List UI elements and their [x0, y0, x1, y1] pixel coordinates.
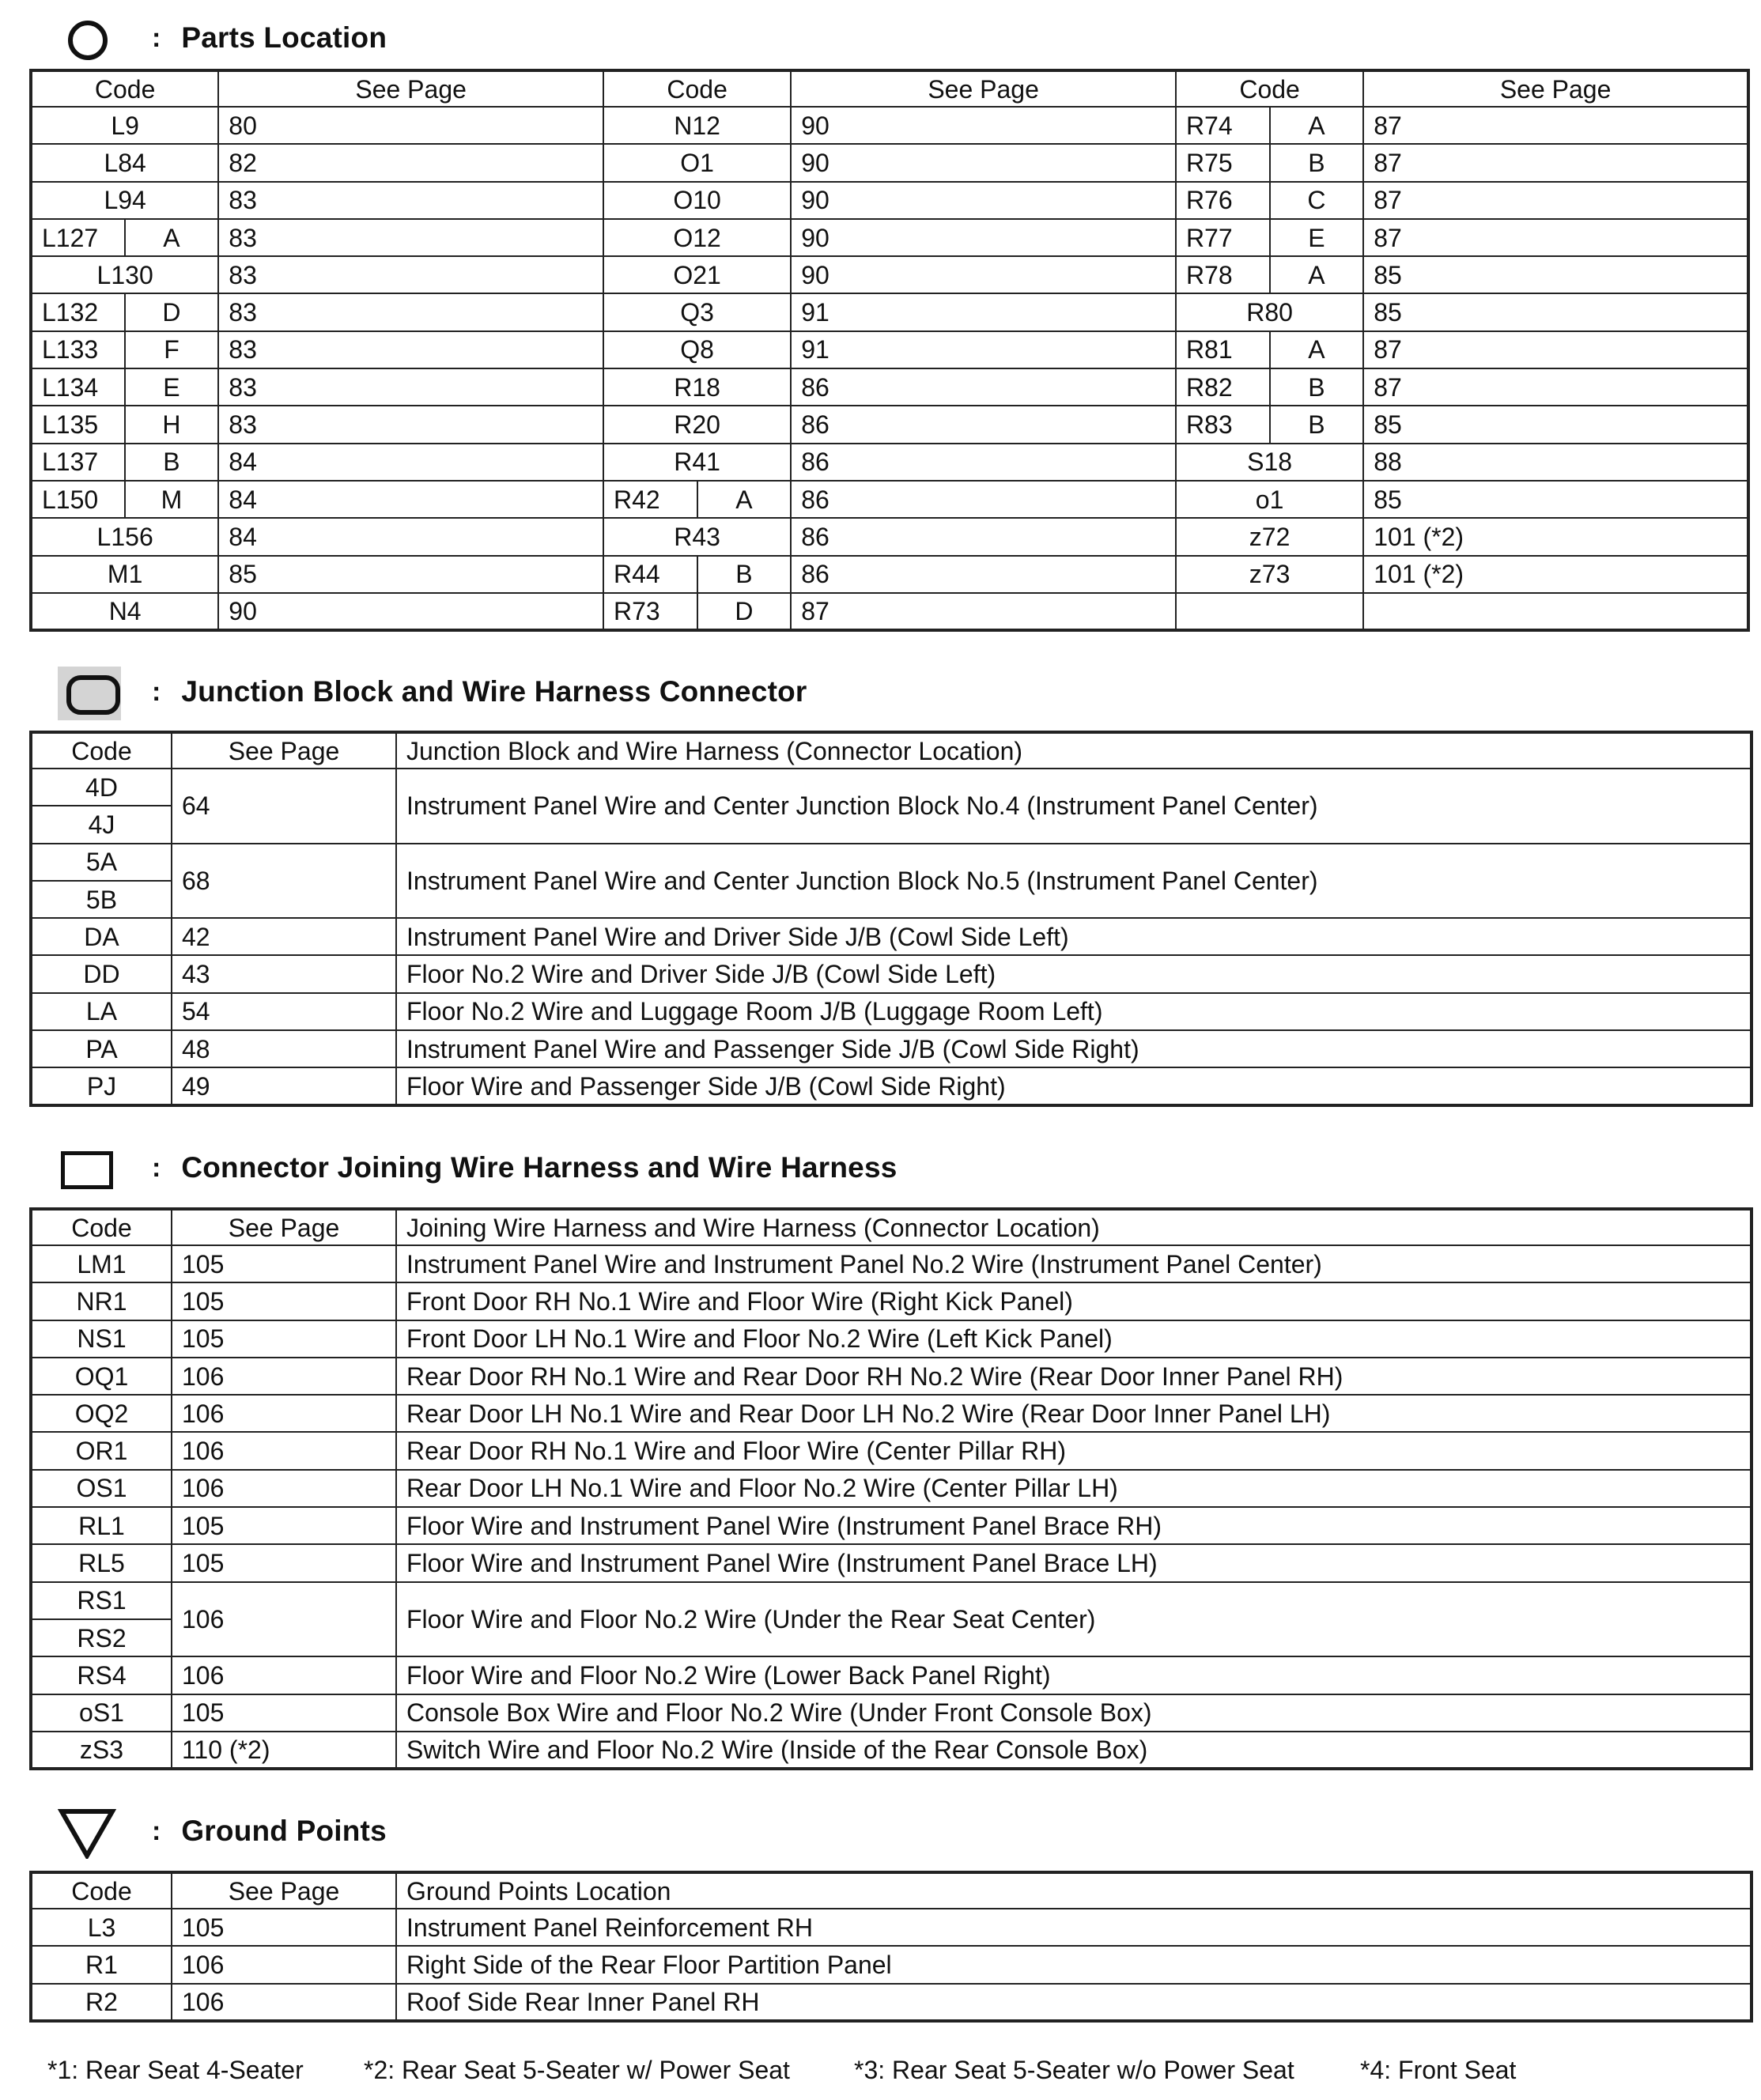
see-page-cell: 86 [791, 481, 1176, 518]
location-cell: Rear Door LH No.1 Wire and Floor No.2 Wire (Center Pillar LH) [396, 1470, 1752, 1507]
code-letter-cell: M [125, 481, 219, 518]
see-page-cell: 85 [1363, 406, 1748, 443]
code-cell: Q8 [603, 331, 791, 368]
column-header-see-page: See Page [791, 70, 1176, 107]
table-row [31, 1432, 1752, 1469]
see-page-cell: 86 [791, 518, 1176, 555]
code-cell: RL1 [31, 1507, 172, 1544]
table-row [31, 918, 1752, 955]
table-header-row [31, 1872, 1752, 1909]
code-letter-cell: B [125, 444, 219, 481]
location-cell: Floor Wire and Passenger Side J/B (Cowl Side Right) [396, 1067, 1752, 1105]
table-row [31, 1582, 1752, 1619]
footnote: *2: Rear Seat 5-Seater w/ Power Seat [364, 2056, 790, 2084]
code-cell: 4D [31, 769, 172, 806]
see-page-cell: 84 [218, 444, 603, 481]
code-cell: L127 [31, 219, 125, 256]
see-page-cell: 85 [1363, 481, 1748, 518]
see-page-cell: 87 [1363, 182, 1748, 219]
location-cell: Floor Wire and Floor No.2 Wire (Under the Rear Seat Center) [396, 1582, 1752, 1657]
rounded-rect-icon [32, 664, 119, 720]
see-page-cell: 90 [791, 219, 1176, 256]
table-row [31, 556, 1748, 593]
code-cell: NR1 [31, 1282, 172, 1320]
see-page-cell: 83 [218, 406, 603, 443]
code-cell: R82 [1176, 368, 1270, 406]
see-page-cell: 84 [218, 481, 603, 518]
table-header-row [31, 70, 1748, 107]
see-page-cell: 43 [172, 955, 396, 992]
code-cell: NS1 [31, 1320, 172, 1358]
location-cell: Roof Side Rear Inner Panel RH [396, 1984, 1752, 2021]
see-page-cell: 87 [1363, 144, 1748, 181]
table-row [31, 1946, 1752, 1983]
see-page-cell: 87 [1363, 368, 1748, 406]
code-cell: LA [31, 993, 172, 1030]
see-page-cell: 87 [1363, 219, 1748, 256]
code-letter-cell: B [1270, 144, 1364, 181]
code-cell: OR1 [31, 1432, 172, 1469]
code-cell: R81 [1176, 331, 1270, 368]
code-letter-cell: B [1270, 406, 1364, 443]
see-page-cell: 106 [172, 1984, 396, 2021]
see-page-cell: 87 [791, 593, 1176, 630]
code-cell: OQ1 [31, 1358, 172, 1395]
code-cell: zS3 [31, 1732, 172, 1769]
table-row [31, 1395, 1752, 1432]
table-row [31, 444, 1748, 481]
code-letter-cell: E [1270, 219, 1364, 256]
table-row [31, 1984, 1752, 2021]
location-cell: Instrument Panel Wire and Instrument Panel No.2 Wire (Instrument Panel Center) [396, 1245, 1752, 1282]
code-cell: R80 [1176, 293, 1363, 330]
code-cell: R83 [1176, 406, 1270, 443]
see-page-cell: 90 [791, 256, 1176, 293]
code-cell: RS4 [31, 1656, 172, 1694]
location-cell: Rear Door RH No.1 Wire and Floor Wire (Center Pillar RH) [396, 1432, 1752, 1469]
see-page-cell: 105 [172, 1282, 396, 1320]
location-cell: Floor Wire and Instrument Panel Wire (Instrument Panel Brace LH) [396, 1544, 1752, 1581]
see-page-cell: 83 [218, 331, 603, 368]
see-page-cell: 68 [172, 844, 396, 919]
column-header-see-page: See Page [1363, 70, 1748, 107]
see-page-cell: 101 (*2) [1363, 518, 1748, 555]
see-page-cell: 106 [172, 1582, 396, 1657]
code-cell: O1 [603, 144, 791, 181]
see-page-cell: 105 [172, 1320, 396, 1358]
table-row [31, 1320, 1752, 1358]
code-cell: R76 [1176, 182, 1270, 219]
colon: : [152, 1815, 161, 1846]
column-header-location: Junction Block and Wire Harness (Connector Location) [396, 732, 1752, 769]
column-header-code: Code [31, 1209, 172, 1245]
code-cell: N4 [31, 593, 218, 630]
code-cell: PA [31, 1030, 172, 1067]
table-row [31, 144, 1748, 181]
code-cell: R43 [603, 518, 791, 555]
see-page-cell: 83 [218, 368, 603, 406]
code-cell: N12 [603, 107, 791, 144]
column-header-see-page: See Page [172, 1872, 396, 1909]
code-cell: 5B [31, 881, 172, 918]
code-cell: RS1 [31, 1582, 172, 1619]
see-page-cell: 54 [172, 993, 396, 1030]
location-cell: Floor Wire and Floor No.2 Wire (Lower Back Panel Right) [396, 1656, 1752, 1694]
see-page-cell: 106 [172, 1656, 396, 1694]
see-page-cell: 106 [172, 1946, 396, 1983]
see-page-cell: 83 [218, 219, 603, 256]
code-letter-cell: F [125, 331, 219, 368]
table-header-row [31, 1209, 1752, 1245]
joining-connector-header [32, 1140, 898, 1195]
code-cell: PJ [31, 1067, 172, 1105]
see-page-cell: 86 [791, 406, 1176, 443]
location-cell: Console Box Wire and Floor No.2 Wire (Under Front Console Box) [396, 1694, 1752, 1732]
see-page-cell: 105 [172, 1909, 396, 1946]
code-cell: L3 [31, 1909, 172, 1946]
see-page-cell: 105 [172, 1507, 396, 1544]
see-page-cell: 106 [172, 1395, 396, 1432]
code-cell: 4J [31, 806, 172, 843]
code-cell: O10 [603, 182, 791, 219]
see-page-cell: 105 [172, 1245, 396, 1282]
code-letter-cell: B [1270, 368, 1364, 406]
table-row [31, 368, 1748, 406]
see-page-cell: 64 [172, 769, 396, 844]
code-cell: DA [31, 918, 172, 955]
see-page-cell: 91 [791, 293, 1176, 330]
section-title: Ground Points [181, 1815, 387, 1847]
code-cell: L94 [31, 182, 218, 219]
code-cell: R75 [1176, 144, 1270, 181]
code-cell: O21 [603, 256, 791, 293]
code-cell: OQ2 [31, 1395, 172, 1432]
code-cell: RL5 [31, 1544, 172, 1581]
see-page-cell: 90 [218, 593, 603, 630]
code-cell: L9 [31, 107, 218, 144]
location-cell: Rear Door LH No.1 Wire and Rear Door LH No.2 Wire (Rear Door Inner Panel LH) [396, 1395, 1752, 1432]
table-row [31, 1544, 1752, 1581]
code-cell: LM1 [31, 1245, 172, 1282]
table-row [31, 1030, 1752, 1067]
table-row [31, 1470, 1752, 1507]
see-page-cell: 86 [791, 444, 1176, 481]
code-cell: L137 [31, 444, 125, 481]
location-cell: Switch Wire and Floor No.2 Wire (Inside of the Rear Console Box) [396, 1732, 1752, 1769]
parts-location-table [29, 69, 1750, 632]
table-row [31, 331, 1748, 368]
parts-location-header [32, 10, 387, 66]
code-letter-cell: A [1270, 107, 1364, 144]
code-cell: L156 [31, 518, 218, 555]
see-page-cell: 90 [791, 182, 1176, 219]
see-page-cell: 110 (*2) [172, 1732, 396, 1769]
code-cell: L130 [31, 256, 218, 293]
code-cell: z72 [1176, 518, 1363, 555]
code-letter-cell: D [125, 293, 219, 330]
see-page-cell: 83 [218, 256, 603, 293]
code-cell: L133 [31, 331, 125, 368]
code-cell: R44 [603, 556, 697, 593]
code-cell: R1 [31, 1946, 172, 1983]
code-cell: R73 [603, 593, 697, 630]
location-cell: Instrument Panel Wire and Center Junction Block No.5 (Instrument Panel Center) [396, 844, 1752, 919]
circle-icon [32, 10, 119, 66]
code-cell: z73 [1176, 556, 1363, 593]
table-row [31, 1694, 1752, 1732]
see-page-cell: 105 [172, 1544, 396, 1581]
code-cell: R2 [31, 1984, 172, 2021]
see-page-cell: 91 [791, 331, 1176, 368]
code-letter-cell: A [1270, 256, 1364, 293]
table-row [31, 1732, 1752, 1769]
code-cell: L84 [31, 144, 218, 181]
code-letter-cell: H [125, 406, 219, 443]
code-cell: R78 [1176, 256, 1270, 293]
table-row [31, 107, 1748, 144]
colon: : [152, 22, 161, 53]
location-cell: Rear Door RH No.1 Wire and Rear Door RH No.2 Wire (Rear Door Inner Panel RH) [396, 1358, 1752, 1395]
see-page-cell: 105 [172, 1694, 396, 1732]
table-row [31, 1358, 1752, 1395]
table-row [31, 593, 1748, 630]
location-cell: Floor Wire and Instrument Panel Wire (Instrument Panel Brace RH) [396, 1507, 1752, 1544]
table-row [31, 1245, 1752, 1282]
code-cell: Q3 [603, 293, 791, 330]
location-cell: Floor No.2 Wire and Driver Side J/B (Cowl Side Left) [396, 955, 1752, 992]
footnote: *3: Rear Seat 5-Seater w/o Power Seat [854, 2056, 1294, 2084]
column-header-code: Code [31, 70, 218, 107]
code-cell: L132 [31, 293, 125, 330]
column-header-location: Joining Wire Harness and Wire Harness (Connector Location) [396, 1209, 1752, 1245]
column-header-code: Code [31, 732, 172, 769]
location-cell: Right Side of the Rear Floor Partition Panel [396, 1946, 1752, 1983]
see-page-cell: 49 [172, 1067, 396, 1105]
code-cell: RS2 [31, 1619, 172, 1656]
code-cell: R74 [1176, 107, 1270, 144]
code-cell: L150 [31, 481, 125, 518]
see-page-cell: 106 [172, 1470, 396, 1507]
see-page-cell: 86 [791, 368, 1176, 406]
table-row [31, 256, 1748, 293]
location-cell: Instrument Panel Wire and Driver Side J/B (Cowl Side Left) [396, 918, 1752, 955]
footnote: *4: Front Seat [1360, 2056, 1517, 2084]
see-page-cell: 83 [218, 293, 603, 330]
table-row [31, 518, 1748, 555]
ground-points-header [32, 1804, 387, 1859]
location-cell: Instrument Panel Reinforcement RH [396, 1909, 1752, 1946]
colon: : [152, 1152, 161, 1183]
code-cell: R20 [603, 406, 791, 443]
code-cell: R18 [603, 368, 791, 406]
see-page-cell: 88 [1363, 444, 1748, 481]
section-title: Connector Joining Wire Harness and Wire Harness [181, 1151, 898, 1184]
see-page-cell [1363, 593, 1748, 630]
location-cell: Instrument Panel Wire and Passenger Side J/B (Cowl Side Right) [396, 1030, 1752, 1067]
see-page-cell: 42 [172, 918, 396, 955]
location-cell: Floor No.2 Wire and Luggage Room J/B (Luggage Room Left) [396, 993, 1752, 1030]
junction-block-header [32, 664, 807, 720]
code-letter-cell: A [125, 219, 219, 256]
section-title: Junction Block and Wire Harness Connector [181, 675, 807, 708]
code-letter-cell: C [1270, 182, 1364, 219]
code-cell: o1 [1176, 481, 1363, 518]
see-page-cell: 48 [172, 1030, 396, 1067]
code-cell: L135 [31, 406, 125, 443]
see-page-cell: 83 [218, 182, 603, 219]
code-cell: 5A [31, 844, 172, 881]
see-page-cell: 90 [791, 107, 1176, 144]
see-page-cell: 106 [172, 1358, 396, 1395]
code-letter-cell: E [125, 368, 219, 406]
see-page-cell: 82 [218, 144, 603, 181]
table-row [31, 993, 1752, 1030]
column-header-location: Ground Points Location [396, 1872, 1752, 1909]
table-row [31, 1067, 1752, 1105]
table-header-row [31, 732, 1752, 769]
footnotes [47, 2056, 1516, 2085]
code-cell: DD [31, 955, 172, 992]
column-header-code: Code [31, 1872, 172, 1909]
rect-icon [32, 1140, 119, 1195]
table-row [31, 406, 1748, 443]
table-row [31, 1507, 1752, 1544]
column-header-code: Code [603, 70, 791, 107]
code-cell: M1 [31, 556, 218, 593]
code-cell [1176, 593, 1363, 630]
code-letter-cell: D [697, 593, 792, 630]
location-cell: Instrument Panel Wire and Center Junction Block No.4 (Instrument Panel Center) [396, 769, 1752, 844]
table-row [31, 293, 1748, 330]
joining-connector-table [29, 1207, 1753, 1770]
see-page-cell: 87 [1363, 107, 1748, 144]
table-row [31, 1909, 1752, 1946]
footnote: *1: Rear Seat 4-Seater [47, 2056, 304, 2084]
see-page-cell: 85 [1363, 293, 1748, 330]
see-page-cell: 90 [791, 144, 1176, 181]
code-letter-cell: A [1270, 331, 1364, 368]
junction-block-table [29, 731, 1753, 1107]
code-letter-cell: B [697, 556, 792, 593]
table-row [31, 769, 1752, 806]
code-cell: O12 [603, 219, 791, 256]
code-cell: L134 [31, 368, 125, 406]
ground-points-table [29, 1871, 1753, 2023]
code-letter-cell: A [697, 481, 792, 518]
section-title: Parts Location [181, 21, 387, 54]
table-row [31, 955, 1752, 992]
table-row [31, 182, 1748, 219]
see-page-cell: 84 [218, 518, 603, 555]
code-cell: OS1 [31, 1470, 172, 1507]
table-row [31, 1282, 1752, 1320]
colon: : [152, 676, 161, 707]
see-page-cell: 86 [791, 556, 1176, 593]
column-header-see-page: See Page [172, 732, 396, 769]
see-page-cell: 106 [172, 1432, 396, 1469]
see-page-cell: 80 [218, 107, 603, 144]
table-row [31, 1656, 1752, 1694]
triangle-icon [32, 1804, 119, 1859]
code-cell: R42 [603, 481, 697, 518]
code-cell: oS1 [31, 1694, 172, 1732]
column-header-see-page: See Page [172, 1209, 396, 1245]
column-header-code: Code [1176, 70, 1363, 107]
table-row [31, 219, 1748, 256]
location-cell: Front Door LH No.1 Wire and Floor No.2 Wire (Left Kick Panel) [396, 1320, 1752, 1358]
column-header-see-page: See Page [218, 70, 603, 107]
code-cell: S18 [1176, 444, 1363, 481]
see-page-cell: 101 (*2) [1363, 556, 1748, 593]
table-row [31, 844, 1752, 881]
table-row [31, 481, 1748, 518]
see-page-cell: 87 [1363, 331, 1748, 368]
code-cell: R41 [603, 444, 791, 481]
see-page-cell: 85 [218, 556, 603, 593]
location-cell: Front Door RH No.1 Wire and Floor Wire (Right Kick Panel) [396, 1282, 1752, 1320]
see-page-cell: 85 [1363, 256, 1748, 293]
code-cell: R77 [1176, 219, 1270, 256]
